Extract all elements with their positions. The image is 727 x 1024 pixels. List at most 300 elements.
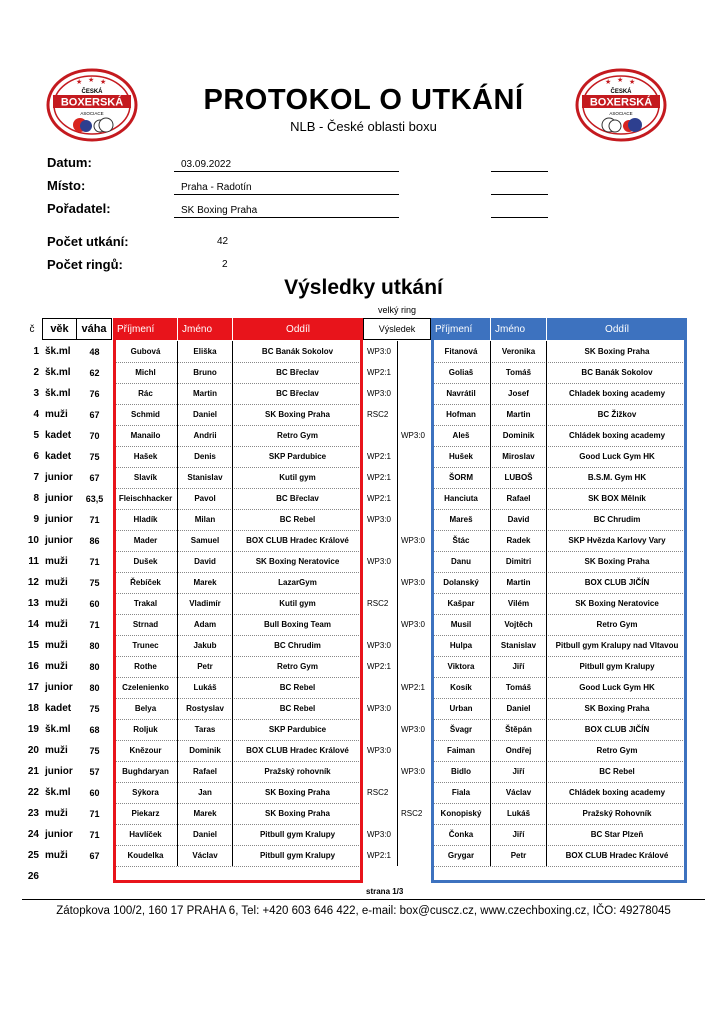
blue-firstname: Vilém — [507, 599, 530, 608]
red-club: SKP Pardubice — [268, 725, 327, 734]
red-corner-frame — [113, 340, 363, 883]
red-surname: Hašek — [133, 452, 158, 461]
result-red-win: WP3:0 — [367, 746, 392, 755]
row-category: junior — [45, 682, 73, 693]
red-club: BC Banák Sokolov — [261, 347, 334, 356]
result-blue-win — [397, 467, 431, 488]
result-blue-win: WP3:0 — [401, 431, 426, 440]
row-weight: 71 — [89, 619, 100, 630]
result-red-win — [363, 761, 397, 782]
red-firstname: Marek — [193, 578, 217, 587]
col-header-number: č — [29, 323, 35, 335]
col-header-red-surname: Příjmení — [113, 318, 177, 340]
red-club: BOX CLUB Hradec Králové — [246, 536, 349, 545]
svg-text:★: ★ — [617, 77, 624, 84]
row-number: 1 — [33, 346, 39, 357]
blue-surname: Mareš — [449, 515, 473, 524]
row-weight: 71 — [89, 829, 100, 840]
blue-surname: Hulpa — [449, 641, 473, 650]
red-club: BOX CLUB Hradec Králové — [246, 746, 349, 755]
blue-club: BC Žižkov — [597, 410, 637, 419]
red-club: Bull Boxing Team — [264, 620, 331, 629]
row-number: 18 — [27, 703, 39, 714]
col-header-blue-firstname: Jméno — [491, 318, 546, 340]
row-number: 4 — [33, 409, 39, 420]
blue-surname: Navrátil — [446, 389, 476, 398]
svg-text:★: ★ — [629, 79, 636, 86]
footer-contact: Zátopkova 100/2, 160 17 PRAHA 6, Tel: +420 603 646 422, e-mail: box@cuscz.cz, www.czechboxing.cz, IČO: 49278045 — [56, 905, 671, 917]
red-firstname: Eliška — [193, 347, 217, 356]
blue-surname: Aleš — [452, 431, 470, 440]
red-surname: Czelenienko — [122, 683, 169, 692]
red-firstname: David — [194, 557, 216, 566]
row-weight: 80 — [89, 682, 100, 693]
row-category: muži — [45, 619, 68, 630]
blue-firstname: Radek — [506, 536, 531, 545]
blue-surname: Viktora — [447, 662, 475, 671]
row-weight: 68 — [89, 724, 100, 735]
blue-firstname: Martin — [506, 410, 531, 419]
row-number: 19 — [27, 724, 39, 735]
red-surname: Mader — [133, 536, 158, 545]
page-title: PROTOKOL O UTKÁNÍ — [203, 84, 524, 116]
row-weight: 75 — [89, 451, 100, 462]
result-blue-win: WP3:0 — [401, 725, 426, 734]
svg-text:★: ★ — [100, 79, 107, 86]
row-category: kadet — [45, 703, 72, 714]
row-weight: 57 — [89, 766, 100, 777]
blue-surname: Dolanský — [443, 578, 479, 587]
row-weight: 71 — [89, 808, 100, 819]
red-firstname: Stanislav — [187, 473, 223, 482]
row-number: 6 — [33, 451, 39, 462]
result-blue-win: WP3:0 — [401, 620, 426, 629]
misto-label: Místo: — [47, 178, 86, 193]
footer-divider — [22, 899, 705, 900]
col-header-category: věk — [42, 318, 77, 340]
blue-firstname: Jiří — [512, 767, 525, 776]
blue-firstname: Petr — [510, 851, 527, 860]
page-subtitle: NLB - České oblasti boxu — [290, 119, 437, 134]
blue-club: BOX CLUB JIČÍN — [584, 725, 650, 734]
red-surname: Hladík — [133, 515, 158, 524]
result-red-win — [363, 803, 397, 824]
blue-surname: ŠORM — [449, 473, 473, 482]
blue-club: Chládek boxing academy — [568, 788, 666, 797]
row-category: junior — [45, 493, 73, 504]
result-red-win: WP3:0 — [367, 557, 392, 566]
poradatel-line — [174, 217, 399, 218]
red-firstname: Bruno — [193, 368, 217, 377]
row-weight: 48 — [89, 346, 100, 357]
result-blue-win — [397, 593, 431, 614]
red-firstname: Rafael — [192, 767, 217, 776]
poradatel-label: Pořadatel: — [47, 201, 111, 216]
row-weight: 86 — [89, 535, 100, 546]
blue-firstname: Lukáš — [506, 809, 531, 818]
blue-firstname: Daniel — [506, 704, 531, 713]
pocet-ringu-label: Počet ringů: — [47, 257, 123, 272]
row-category: šk.ml — [45, 724, 71, 735]
red-surname: Řebíček — [130, 578, 161, 587]
row-weight: 75 — [89, 703, 100, 714]
result-red-win — [363, 677, 397, 698]
row-number: 11 — [28, 556, 39, 567]
row-number: 5 — [33, 430, 39, 441]
red-firstname: Jan — [198, 788, 212, 797]
row-category: muži — [45, 808, 68, 819]
blue-surname: Danu — [451, 557, 471, 566]
blue-firstname: Dominik — [502, 431, 535, 440]
row-category: junior — [45, 472, 73, 483]
red-club: Retro Gym — [277, 431, 318, 440]
blue-surname: Faiman — [446, 746, 475, 755]
red-surname: Havlíček — [129, 830, 162, 839]
red-club: Pitbull gym Kralupy — [259, 830, 336, 839]
result-blue-win — [397, 635, 431, 656]
blue-firstname: Vojtěch — [504, 620, 533, 629]
result-blue-win: WP3:0 — [401, 536, 426, 545]
red-club: SK Boxing Praha — [265, 410, 330, 419]
row-weight: 75 — [89, 745, 100, 756]
blue-club: Pitbull gym Kralupy nad Vltavou — [555, 641, 679, 650]
blue-surname: Čonka — [448, 830, 474, 839]
row-category: junior — [45, 829, 73, 840]
blue-club: BC Star Plzeň — [590, 830, 644, 839]
col-header-blue-surname: Příjmení — [431, 318, 490, 340]
blue-surname: Štác — [452, 536, 470, 545]
row-number: 25 — [27, 850, 39, 861]
blue-club: Good Luck Gym HK — [579, 452, 655, 461]
blue-surname: Fitanová — [444, 347, 478, 356]
blue-club: Retro Gym — [596, 620, 638, 629]
row-number: 10 — [27, 535, 39, 546]
red-firstname: Adam — [193, 620, 217, 629]
pocet-utkani-value: 42 — [217, 236, 229, 247]
row-number: 16 — [27, 661, 39, 672]
red-firstname: Martin — [193, 389, 217, 398]
red-firstname: Daniel — [192, 410, 217, 419]
blue-surname: Goliaš — [448, 368, 474, 377]
blue-surname: Hofman — [446, 410, 476, 419]
red-club: Kutil gym — [279, 473, 316, 482]
row-category: muži — [45, 598, 68, 609]
red-firstname: Jakub — [193, 641, 217, 650]
blue-firstname: Rafael — [506, 494, 531, 503]
result-blue-win: WP2:1 — [401, 683, 426, 692]
result-red-win: RSC2 — [367, 788, 389, 797]
poradatel-value: SK Boxing Praha — [181, 205, 258, 216]
blue-firstname: Štěpán — [505, 725, 532, 734]
row-category: muži — [45, 640, 68, 651]
row-number: 20 — [27, 745, 39, 756]
row-weight: 67 — [89, 409, 100, 420]
blue-club: BOX CLUB Hradec Králové — [565, 851, 669, 860]
row-number: 26 — [27, 871, 39, 882]
row-number: 22 — [27, 787, 39, 798]
red-surname: Roljuk — [133, 725, 158, 734]
result-red-win — [363, 572, 397, 593]
col-header-blue-club: Oddíl — [547, 318, 687, 340]
blue-surname: Kosík — [450, 683, 472, 692]
blue-firstname: Josef — [508, 389, 529, 398]
ring-label: velký ring — [377, 305, 416, 315]
blue-club: Good Luck Gym HK — [579, 683, 655, 692]
blue-corner-frame — [431, 340, 687, 883]
row-category: junior — [45, 514, 73, 525]
blue-firstname: Jiří — [512, 830, 525, 839]
row-category: muži — [45, 556, 68, 567]
logo-top-text: ČESKÁ — [610, 89, 632, 95]
red-club: SK Boxing Neratovice — [255, 557, 340, 566]
page-number: strana 1/3 — [366, 887, 404, 896]
result-red-win: RSC2 — [367, 599, 389, 608]
row-weight: 71 — [89, 514, 100, 525]
row-weight: 71 — [89, 556, 100, 567]
result-blue-win — [397, 488, 431, 509]
red-firstname: Denis — [194, 452, 216, 461]
red-club: BC Chrudim — [274, 641, 321, 650]
result-blue-win: WP3:0 — [401, 767, 426, 776]
row-number: 14 — [27, 619, 39, 630]
red-club: SK Boxing Praha — [265, 788, 330, 797]
blue-club: BC Chrudim — [593, 515, 641, 524]
red-firstname: Rostyslav — [186, 704, 224, 713]
row-category: kadet — [45, 430, 72, 441]
blue-firstname: Veronika — [501, 347, 536, 356]
result-blue-win: RSC2 — [401, 809, 423, 818]
red-surname: Rothe — [134, 662, 157, 671]
blue-club: B.S.M. Gym HK — [587, 473, 647, 482]
red-firstname: Vladimír — [189, 599, 221, 608]
row-category: junior — [45, 535, 73, 546]
red-firstname: Taras — [194, 725, 216, 734]
col-header-red-firstname: Jméno — [178, 318, 232, 340]
result-blue-win — [397, 782, 431, 803]
pocet-utkani-label: Počet utkání: — [47, 234, 129, 249]
red-club: BC Břeclav — [276, 368, 319, 377]
row-category: muži — [45, 850, 68, 861]
blue-surname: Hušek — [448, 452, 473, 461]
red-club: SK Boxing Praha — [265, 809, 330, 818]
result-blue-win — [397, 383, 431, 404]
result-red-win — [363, 719, 397, 740]
blue-firstname: Miroslav — [502, 452, 535, 461]
blue-club: Retro Gym — [596, 746, 638, 755]
svg-text:★: ★ — [88, 77, 95, 84]
result-red-win — [363, 866, 397, 887]
svg-text:★: ★ — [605, 79, 612, 86]
row-weight: 76 — [89, 388, 100, 399]
result-blue-win — [397, 656, 431, 677]
result-blue-win — [397, 404, 431, 425]
row-weight: 62 — [89, 367, 100, 378]
result-blue-win — [397, 845, 431, 866]
blue-club: SKP Hvězda Karlovy Vary — [568, 536, 666, 545]
datum-line — [174, 171, 399, 172]
col-header-weight: váha — [76, 318, 112, 340]
row-category: šk.ml — [45, 367, 71, 378]
red-club: LazarGym — [278, 578, 317, 587]
red-club: SKP Pardubice — [268, 452, 327, 461]
blue-firstname: David — [507, 515, 530, 524]
red-firstname: Andrii — [193, 431, 217, 440]
result-red-win: WP3:0 — [367, 515, 392, 524]
results-title: Výsledky utkání — [284, 276, 443, 299]
blue-firstname: Dimitri — [505, 557, 532, 566]
red-surname: Sýkora — [132, 788, 159, 797]
blue-club: SK Boxing Neratovice — [575, 599, 659, 608]
row-weight: 70 — [89, 430, 100, 441]
red-firstname: Lukáš — [193, 683, 217, 692]
result-blue-win — [397, 341, 431, 362]
blue-firstname: Jiří — [512, 662, 525, 671]
red-firstname: Daniel — [192, 830, 217, 839]
result-red-win: WP2:1 — [367, 452, 392, 461]
red-surname: Slavík — [133, 473, 158, 482]
row-weight: 75 — [89, 577, 100, 588]
misto-right-line — [491, 194, 548, 195]
result-red-win: WP2:1 — [367, 662, 392, 671]
row-category: muži — [45, 745, 68, 756]
red-firstname: Milan — [194, 515, 216, 524]
row-category: junior — [45, 766, 73, 777]
red-surname: Koudelka — [127, 851, 164, 860]
result-red-win: WP2:1 — [367, 473, 392, 482]
blue-club: Chládek boxing academy — [568, 431, 666, 440]
red-club: BC Rebel — [279, 704, 316, 713]
result-red-win: WP3:0 — [367, 830, 392, 839]
blue-surname: Urban — [449, 704, 473, 713]
datum-label: Datum: — [47, 155, 92, 170]
row-weight: 63,5 — [85, 493, 104, 504]
red-surname: Strnad — [132, 620, 159, 629]
blue-surname: Švagr — [449, 725, 473, 734]
row-number: 7 — [33, 472, 39, 483]
blue-surname: Kašpar — [447, 599, 475, 608]
red-firstname: Marek — [193, 809, 217, 818]
col-header-result: Výsledek — [363, 318, 431, 340]
red-firstname: Samuel — [190, 536, 220, 545]
blue-surname: Grygar — [447, 851, 475, 860]
col-header-red-club: Oddíl — [233, 318, 363, 340]
blue-club: Pitbull gym Kralupy — [579, 662, 655, 671]
logo-bottom-text: ASOCIACE — [80, 111, 104, 116]
result-red-win — [363, 530, 397, 551]
red-club: Pražský rohovník — [264, 767, 331, 776]
row-category: kadet — [45, 451, 72, 462]
result-red-win: WP3:0 — [367, 389, 392, 398]
row-weight — [77, 866, 112, 887]
blue-club: BC Banák Sokolov — [581, 368, 653, 377]
result-red-win: WP3:0 — [367, 704, 392, 713]
result-red-win: WP2:1 — [367, 494, 392, 503]
result-blue-win: WP3:0 — [401, 578, 426, 587]
result-red-win: RSC2 — [367, 410, 389, 419]
row-weight: 60 — [89, 787, 100, 798]
result-red-win: WP3:0 — [367, 347, 392, 356]
misto-line — [174, 194, 399, 195]
result-blue-win — [397, 740, 431, 761]
row-number: 3 — [33, 388, 39, 399]
blue-surname: Fiala — [451, 788, 471, 797]
row-number: 15 — [27, 640, 39, 651]
red-surname: Trakal — [133, 599, 158, 608]
row-number: 12 — [27, 577, 39, 588]
blue-club: SK Boxing Praha — [584, 557, 650, 566]
svg-text:★: ★ — [76, 79, 83, 86]
red-club: BC Rebel — [279, 683, 316, 692]
blue-firstname: LUBOŠ — [504, 473, 533, 482]
blue-surname: Musil — [450, 620, 472, 629]
row-category: muži — [45, 661, 68, 672]
row-category: šk.ml — [45, 346, 71, 357]
row-weight: 67 — [89, 850, 100, 861]
result-blue-win — [397, 362, 431, 383]
pocet-ringu-value: 2 — [222, 259, 228, 270]
blue-firstname: Ondřej — [505, 746, 532, 755]
red-firstname: Dominik — [189, 746, 221, 755]
logo-bottom-text: ASOCIACE — [609, 111, 633, 116]
red-surname: Gubová — [130, 347, 161, 356]
red-surname: Fleischhacker — [118, 494, 173, 503]
red-surname: Manailo — [130, 431, 161, 440]
blue-club: SK Boxing Praha — [584, 347, 650, 356]
blue-firstname: Martin — [506, 578, 531, 587]
blue-club: BC Rebel — [599, 767, 635, 776]
row-number: 9 — [33, 514, 39, 525]
row-number: 23 — [27, 808, 39, 819]
blue-club: SK Boxing Praha — [584, 704, 650, 713]
red-club: BC Břeclav — [276, 494, 319, 503]
row-weight: 67 — [89, 472, 100, 483]
red-club: BC Břeclav — [276, 389, 319, 398]
row-number: 8 — [33, 493, 39, 504]
result-blue-win — [397, 698, 431, 719]
datum-right-line — [491, 171, 548, 172]
red-surname: Belya — [134, 704, 157, 713]
red-club: Kutil gym — [279, 599, 316, 608]
result-blue-win — [397, 866, 431, 887]
row-category — [45, 866, 76, 887]
row-number: 17 — [27, 682, 39, 693]
red-surname: Knězour — [129, 746, 162, 755]
row-number: 13 — [27, 598, 39, 609]
result-red-win — [363, 614, 397, 635]
row-weight: 80 — [89, 640, 100, 651]
result-blue-win — [397, 509, 431, 530]
logo-main-text: BOXERSKÁ — [589, 96, 653, 109]
red-firstname: Václav — [192, 851, 218, 860]
row-category: muži — [45, 409, 68, 420]
blue-firstname: Stanislav — [500, 641, 537, 650]
logo-main-text: BOXERSKÁ — [60, 96, 124, 109]
red-club: BC Rebel — [279, 515, 316, 524]
blue-firstname: Václav — [505, 788, 532, 797]
result-blue-win — [397, 824, 431, 845]
result-blue-win — [397, 551, 431, 572]
red-club: Pitbull gym Kralupy — [259, 851, 336, 860]
blue-club: SK BOX Mělník — [588, 494, 646, 503]
result-red-win: WP3:0 — [367, 641, 392, 650]
row-weight: 60 — [89, 598, 100, 609]
logo-top-text: ČESKÁ — [81, 89, 103, 95]
row-number: 2 — [33, 367, 39, 378]
red-surname: Schmid — [131, 410, 160, 419]
red-firstname: Petr — [197, 662, 213, 671]
poradatel-right-line — [491, 217, 548, 218]
blue-firstname: Tomáš — [505, 683, 532, 692]
